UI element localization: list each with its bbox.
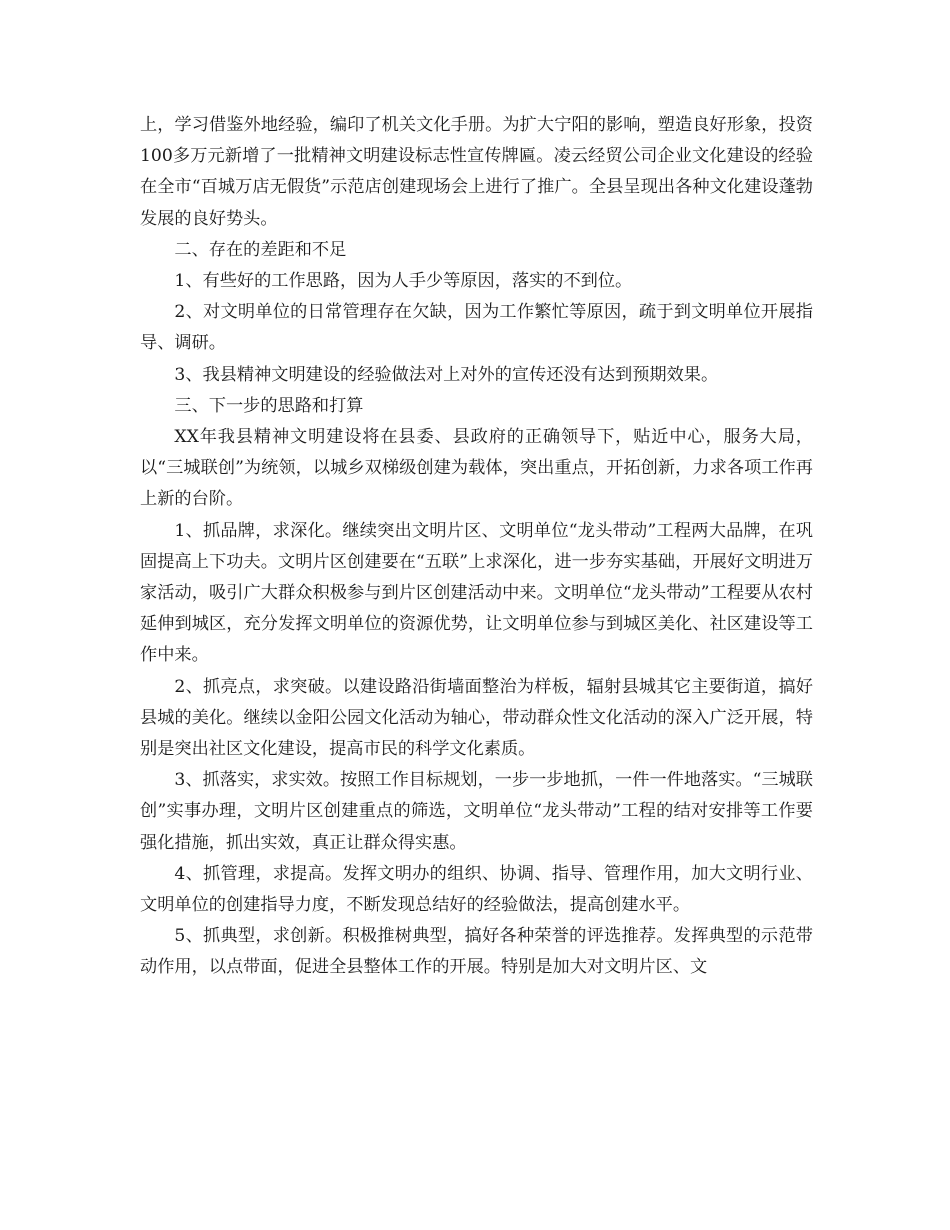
paragraph: 3、我县精神文明建设的经验做法对上对外的宣传还没有达到预期效果。 <box>174 364 719 385</box>
paragraph: 2、抓亮点，求突破。以建设路沿街墙面整治为样板，辐射县城其它主要街道，搞好县城的美化。继续以金阳公园文化活动为轴心，带动群众性文化活动的深入广泛开展，特别是突出社区文化建设，提高市民的科学文化素质。 <box>140 676 813 760</box>
paragraph: 2、对文明单位的日常管理存在欠缺，因为工作繁忙等原因，疏于到文明单位开展指导、调研。 <box>140 302 813 354</box>
section-heading-next-steps: 三、下一步的思路和打算 <box>174 395 364 416</box>
section-heading-shortcomings: 二、存在的差距和不足 <box>174 239 347 260</box>
paragraph: 5、抓典型，求创新。积极推树典型，搞好各种荣誉的评选推荐。发挥典型的示范带动作用，以点带面，促进全县整体工作的开展。特别是加大对文明片区、文 <box>140 926 813 978</box>
paragraph: 4、抓管理，求提高。发挥文明办的组织、协调、指导、管理作用，加大文明行业、文明单位的创建指导力度，不断发现总结好的经验做法，提高创建水平。 <box>140 863 813 916</box>
paragraph: 上，学习借鉴外地经验，编印了机关文化手册。为扩大宁阳的影响，塑造良好形象，投资100多万元新增了一批精神文明建设标志性宣传牌匾。凌云经贸公司企业文化建设的经验在全市“百城万店无假货”示范店创建现场会上进行了推广。全县呈现出各种文化建设蓬勃发展的良好势头。 <box>140 115 813 229</box>
paragraph: 3、抓落实，求实效。按照工作目标规划，一步一步地抓，一件一件地落实。“三城联创”实事办理，文明片区创建重点的筛选，文明单位“龙头带动”工程的结对安排等工作要强化措施，抓出实效，真正让群众得实惠。 <box>140 770 813 853</box>
paragraph: 1、有些好的工作思路，因为人手少等原因，落实的不到位。 <box>174 271 633 292</box>
paragraph: 1、抓品牌，求深化。继续突出文明片区、文明单位“龙头带动”工程两大品牌，在巩固提高上下功夫。文明片区创建要在“五联”上求深化，进一步夯实基础，开展好文明进万家活动，吸引广大群众积极参与到片区创建活动中来。文明单位“龙头带动”工程要从农村延伸到城区，充分发挥文明单位的资源优势，让文明单位参与到城区美化、社区建设等工作中来。 <box>140 520 813 666</box>
document-body <box>140 110 813 984</box>
paragraph: XX年我县精神文明建设将在县委、县政府的正确领导下，贴近中心，服务大局，以“三城联创”为统领，以城乡双梯级创建为载体，突出重点，开拓创新，力求各项工作再上新的台阶。 <box>140 427 813 510</box>
